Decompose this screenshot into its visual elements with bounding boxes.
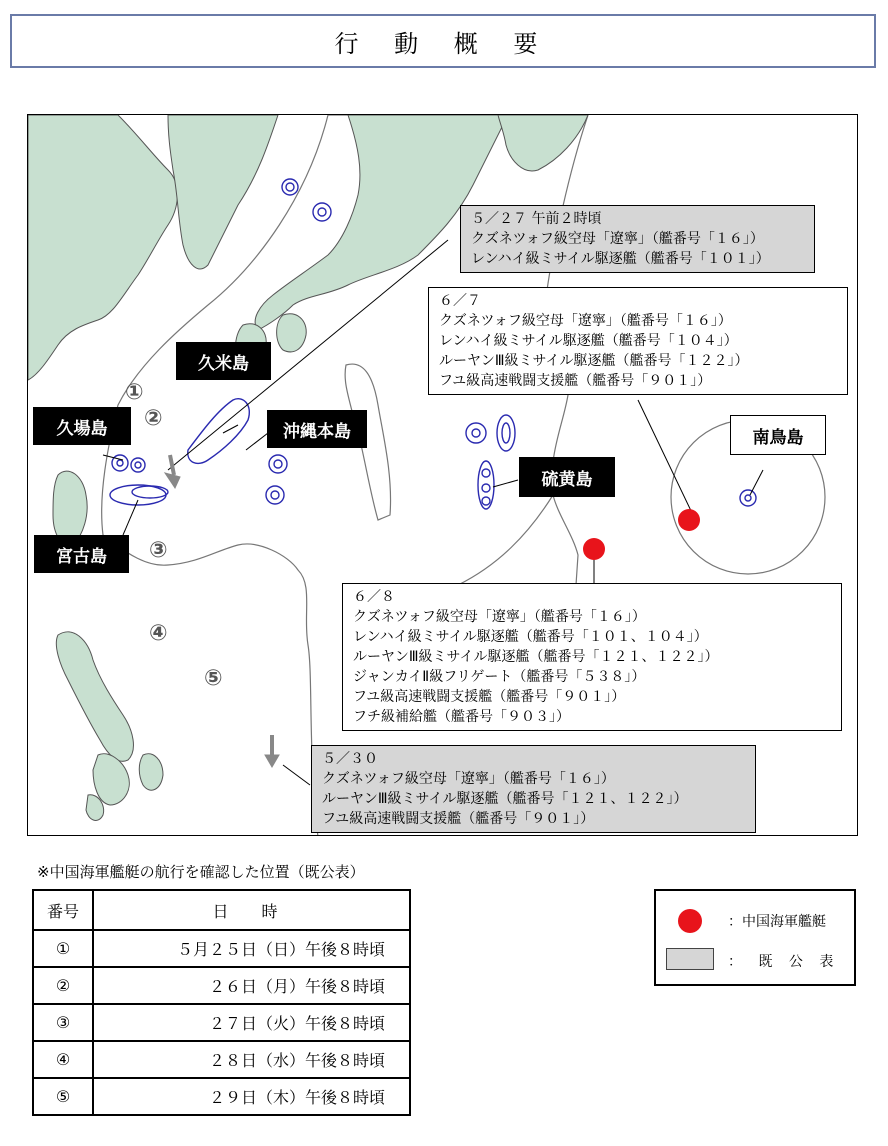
callout-line: レンハイ級ミサイル駆逐艦（艦番号「１０１」） [471,251,770,267]
table-row [33,930,410,967]
callout-line: ６／８ [353,589,395,605]
label-miyako: 宮古島 [34,535,129,573]
callout-line: レンハイ級ミサイル駆逐艦（艦番号「１０４」） [439,333,738,349]
ship-dot-icon [678,909,702,933]
label-minamitori: 南鳥島 [730,415,826,455]
table-cell-no: ③ [33,1004,93,1041]
callout-line: クズネツォフ級空母「遼寧」（艦番号「１６」） [439,313,732,329]
map [27,114,858,836]
marker-4: ④ [149,621,168,646]
callout-line: ルーヤンⅢ級ミサイル駆逐艦（艦番号「１２２」） [439,353,749,369]
table-cell-datetime: ２８日（水）午後８時頃 [93,1041,410,1078]
table-header-datetime: 日 時 [93,890,410,930]
table-cell-no: ⑤ [33,1078,93,1115]
published-box-icon [666,948,714,970]
table-cell-datetime: ２６日（月）午後８時頃 [93,967,410,1004]
date-table [32,889,411,1116]
table-cell-no: ① [33,930,93,967]
callout-line: フユ級高速戦闘支援艦（艦番号「９０１」） [353,689,626,705]
table-cell-no: ④ [33,1041,93,1078]
callout-line: フユ級高速戦闘支援艦（艦番号「９０１」） [322,811,595,827]
ship-dot-jun7 [678,509,700,531]
table-cell-no: ② [33,967,93,1004]
callout-jun7 [428,287,848,395]
callout-line: レンハイ級ミサイル駆逐艦（艦番号「１０１、１０４」） [353,629,708,645]
label-okinawa: 沖縄本島 [267,410,367,448]
table-header-no: 番号 [33,890,93,930]
callout-may30 [311,745,756,833]
callout-line: ５／２７ 午前２時頃 [471,211,602,227]
legend-ship-label: ：中国海軍艦艇 [728,914,826,930]
page-title: 行 動 概 要 [10,14,876,68]
callout-line: クズネツォフ級空母「遼寧」（艦番号「１６」） [322,771,615,787]
table-row [33,1041,410,1078]
callout-may27 [460,205,815,273]
direction-arrows [165,455,279,767]
ship-positions [583,509,700,560]
table-cell-datetime: ２７日（火）午後８時頃 [93,1004,410,1041]
label-kuba: 久場島 [33,407,131,445]
ship-dot-jun8 [583,538,605,560]
legend-published-label: ： 既 公 表 [728,954,840,970]
label-iwoto: 硫黄島 [519,457,615,497]
callout-line: フチ級補給艦（艦番号「９０３」） [353,709,570,725]
marker-5: ⑤ [204,666,223,691]
callout-line: フユ級高速戦闘支援艦（艦番号「９０１」） [439,373,712,389]
callout-line: ５／３０ [322,751,378,767]
marker-2: ② [144,406,163,431]
callout-line: ルーヤンⅢ級ミサイル駆逐艦（艦番号「１２１、１２２」） [353,649,719,665]
table-cell-datetime: ２９日（木）午後８時頃 [93,1078,410,1115]
label-kume: 久米島 [176,342,271,380]
callout-line: ６／７ [439,293,481,309]
table-row [33,1078,410,1115]
table-row [33,1004,410,1041]
table-row [33,967,410,1004]
callout-line: クズネツォフ級空母「遼寧」（艦番号「１６」） [471,231,764,247]
table-cell-datetime: ５月２５日（日）午後８時頃 [93,930,410,967]
callout-jun8 [342,583,842,731]
table-header-row [33,890,410,930]
legend [654,889,856,986]
note-text: ※中国海軍艦艇の航行を確認した位置（既公表） [37,863,365,881]
callout-line: クズネツォフ級空母「遼寧」（艦番号「１６」） [353,609,646,625]
marker-1: ① [125,380,144,405]
marker-3: ③ [149,538,168,563]
callout-line: ジャンカイⅡ級フリゲート（艦番号「５３８」） [353,669,646,685]
callout-line: ルーヤンⅢ級ミサイル駆逐艦（艦番号「１２１、１２２」） [322,791,688,807]
